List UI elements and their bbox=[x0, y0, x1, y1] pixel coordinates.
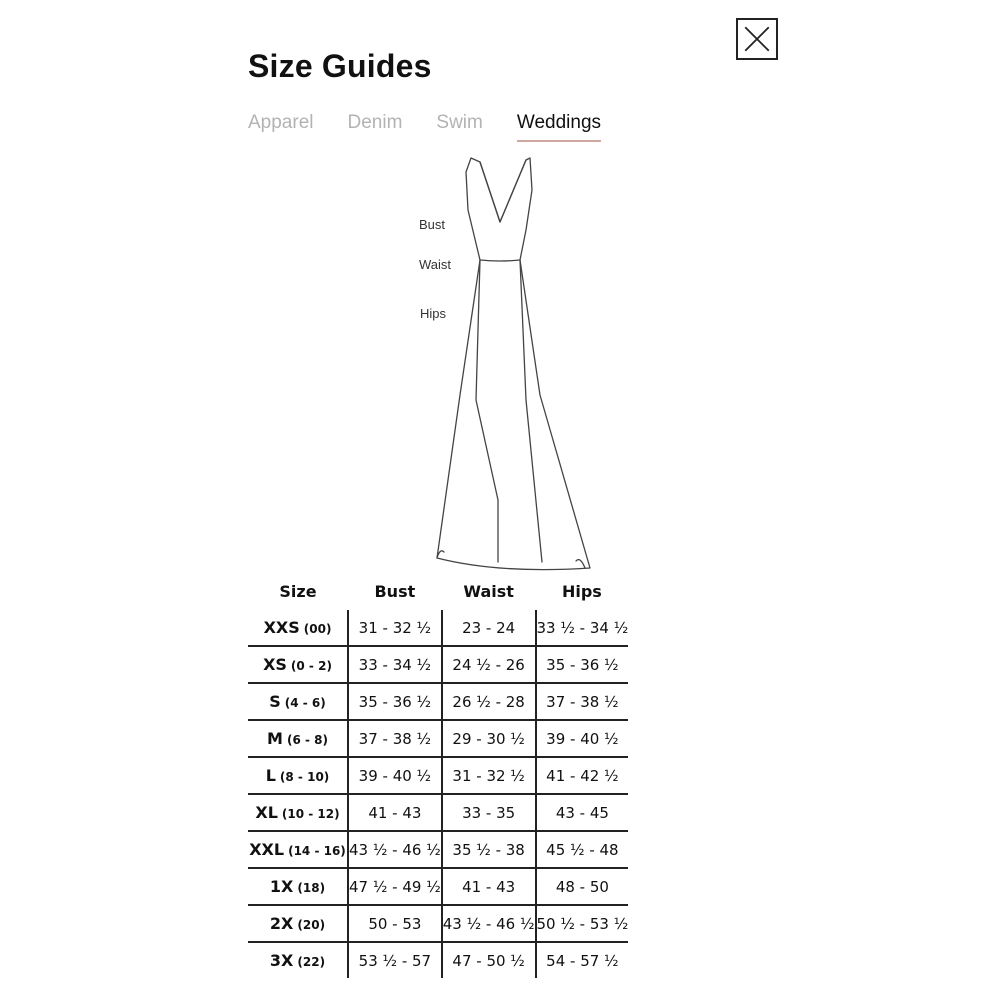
header-waist: Waist bbox=[463, 581, 514, 601]
bust-cell: 53 ½ - 57 bbox=[348, 942, 442, 978]
size-name: L bbox=[265, 766, 276, 785]
hips-cell: 39 - 40 ½ bbox=[536, 720, 629, 757]
waist-cell: 35 ½ - 38 bbox=[442, 831, 536, 868]
waist-cell: 24 ½ - 26 bbox=[442, 646, 536, 683]
size-name: M bbox=[267, 729, 283, 748]
size-number: (18) bbox=[297, 881, 326, 895]
bust-cell: 33 - 34 ½ bbox=[348, 646, 442, 683]
size-name: XXL bbox=[249, 840, 285, 859]
hips-cell: 50 ½ - 53 ½ bbox=[536, 905, 629, 942]
table-row bbox=[248, 757, 628, 794]
header-size: Size bbox=[279, 581, 317, 601]
bust-cell: 43 ½ - 46 ½ bbox=[348, 831, 442, 868]
waist-cell: 41 - 43 bbox=[442, 868, 536, 905]
tab-bar bbox=[248, 112, 601, 142]
size-cell bbox=[248, 905, 348, 942]
size-number: (8 - 10) bbox=[279, 770, 330, 784]
bust-cell: 41 - 43 bbox=[348, 794, 442, 831]
size-cell bbox=[248, 757, 348, 794]
waist-label: Waist bbox=[419, 257, 452, 272]
bust-cell: 31 - 32 ½ bbox=[348, 610, 442, 646]
hips-cell: 35 - 36 ½ bbox=[536, 646, 629, 683]
bust-cell: 35 - 36 ½ bbox=[348, 683, 442, 720]
waist-cell: 29 - 30 ½ bbox=[442, 720, 536, 757]
tab-weddings[interactable]: Weddings bbox=[517, 112, 601, 142]
dress-illustration-icon bbox=[380, 150, 620, 580]
hips-cell: 43 - 45 bbox=[536, 794, 629, 831]
hips-cell: 41 - 42 ½ bbox=[536, 757, 629, 794]
hips-cell: 45 ½ - 48 bbox=[536, 831, 629, 868]
size-number: (00) bbox=[303, 622, 332, 636]
bust-cell: 39 - 40 ½ bbox=[348, 757, 442, 794]
waist-cell: 26 ½ - 28 bbox=[442, 683, 536, 720]
tab-denim[interactable]: Denim bbox=[347, 112, 403, 133]
size-cell bbox=[248, 794, 348, 831]
table-header-row bbox=[248, 572, 628, 610]
dress-illustration bbox=[380, 150, 620, 580]
table-row bbox=[248, 868, 628, 905]
waist-cell: 43 ½ - 46 ½ bbox=[442, 905, 536, 942]
waist-cell: 23 - 24 bbox=[442, 610, 536, 646]
table-row bbox=[248, 794, 628, 831]
waist-cell: 33 - 35 bbox=[442, 794, 536, 831]
header-bust: Bust bbox=[374, 581, 416, 601]
size-name: 2X bbox=[269, 914, 294, 933]
hips-cell: 48 - 50 bbox=[536, 868, 629, 905]
hips-label: Hips bbox=[420, 306, 447, 321]
tab-apparel[interactable]: Apparel bbox=[248, 112, 314, 133]
hips-cell: 54 - 57 ½ bbox=[536, 942, 629, 978]
waist-cell: 47 - 50 ½ bbox=[442, 942, 536, 978]
header-hips: Hips bbox=[561, 581, 602, 601]
tab-swim[interactable]: Swim bbox=[436, 112, 483, 133]
bust-cell: 50 - 53 bbox=[348, 905, 442, 942]
size-number: (4 - 6) bbox=[284, 696, 326, 710]
table-row bbox=[248, 831, 628, 868]
size-name: XS bbox=[263, 655, 287, 674]
bust-cell: 37 - 38 ½ bbox=[348, 720, 442, 757]
size-name: 1X bbox=[269, 877, 294, 896]
bust-cell: 47 ½ - 49 ½ bbox=[348, 868, 442, 905]
size-table bbox=[248, 572, 628, 978]
size-number: (20) bbox=[297, 918, 326, 932]
close-icon bbox=[738, 20, 776, 58]
size-cell bbox=[248, 646, 348, 683]
size-number: (0 - 2) bbox=[290, 659, 332, 673]
size-number: (14 - 16) bbox=[288, 844, 346, 858]
table-row bbox=[248, 646, 628, 683]
size-number: (10 - 12) bbox=[281, 807, 340, 821]
page-title: Size Guides bbox=[248, 48, 432, 84]
waist-cell: 31 - 32 ½ bbox=[442, 757, 536, 794]
size-cell bbox=[248, 610, 348, 646]
table-row bbox=[248, 610, 628, 646]
size-name: 3X bbox=[269, 951, 294, 970]
size-cell bbox=[248, 720, 348, 757]
table-row bbox=[248, 942, 628, 978]
size-cell bbox=[248, 868, 348, 905]
size-number: (6 - 8) bbox=[286, 733, 328, 747]
size-cell bbox=[248, 683, 348, 720]
size-name: S bbox=[269, 692, 281, 711]
size-name: XL bbox=[255, 803, 278, 822]
table-row bbox=[248, 720, 628, 757]
close-button[interactable] bbox=[736, 18, 778, 60]
size-cell bbox=[248, 942, 348, 978]
hips-cell: 33 ½ - 34 ½ bbox=[536, 610, 629, 646]
size-cell bbox=[248, 831, 348, 868]
bust-label: Bust bbox=[419, 217, 446, 232]
size-name: XXS bbox=[263, 618, 300, 637]
size-number: (22) bbox=[297, 955, 326, 969]
table-row bbox=[248, 905, 628, 942]
table-row bbox=[248, 683, 628, 720]
hips-cell: 37 - 38 ½ bbox=[536, 683, 629, 720]
